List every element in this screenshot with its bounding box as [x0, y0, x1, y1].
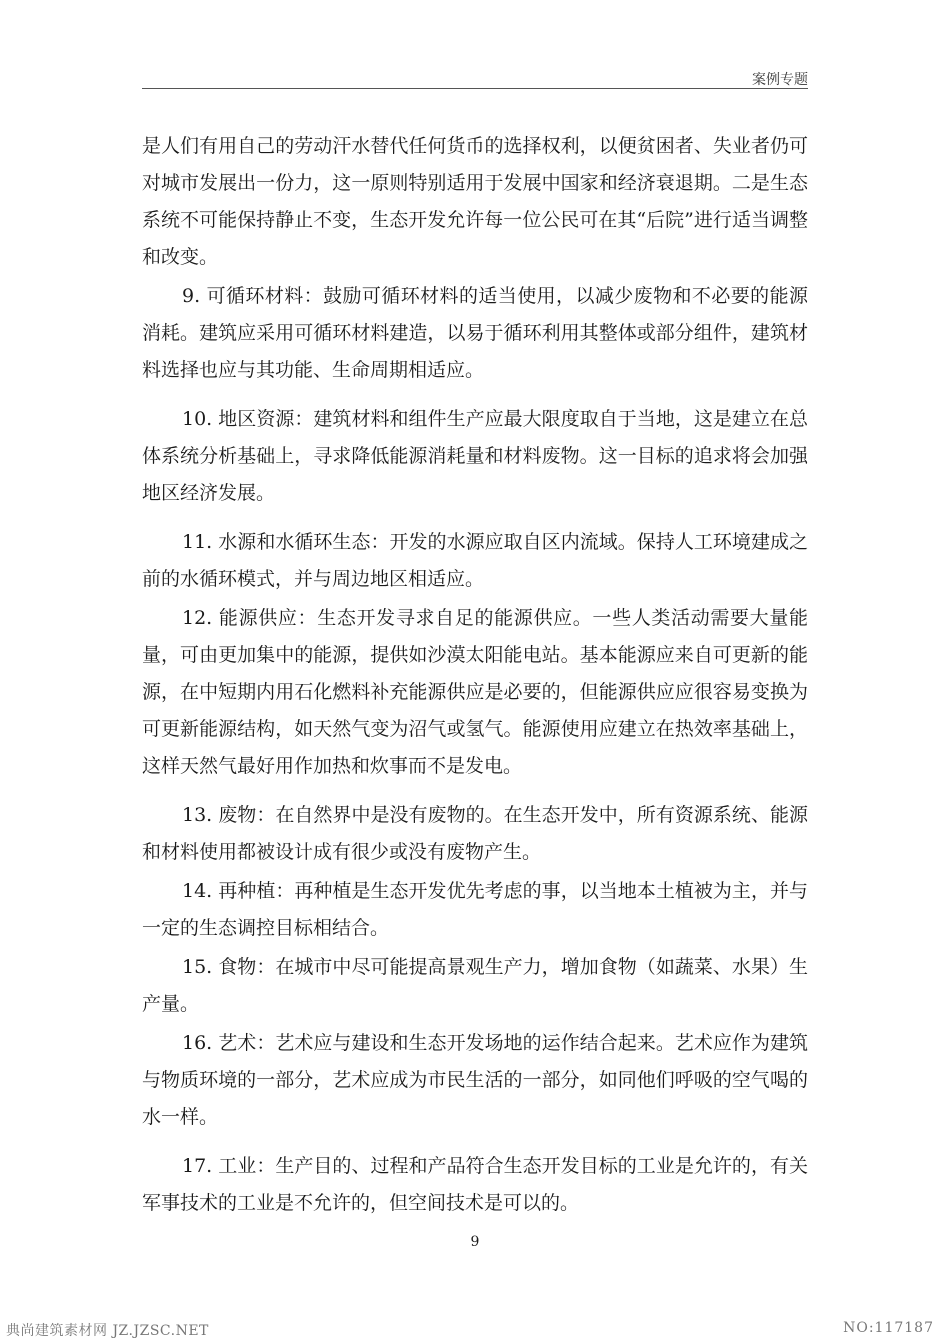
paragraph-10-local-resources: 10. 地区资源：建筑材料和组件生产应最大限度取自于当地，这是建立在总体系统分析基础上，寻求降低能源消耗量和材料废物。这一目标的追求将会加强地区经济发展。 — [142, 408, 808, 504]
header-title: 案例专题 — [752, 72, 808, 88]
paragraph-15-food: 15. 食物：在城市中尽可能提高景观生产力，增加食物（如蔬菜、水果）生产量。 — [142, 956, 808, 1015]
document-body — [142, 128, 808, 1222]
paragraph-12-energy: 12. 能源供应：生态开发寻求自足的能源供应。一些人类活动需要大量能量，可由更加集中的能源，提供如沙漠太阳能电站。基本能源应来自可更新的能源，在中短期内用石化燃料补充能源供应是必要的，但能源供应应很容易变换为可更新能源结构，如天然气变为沼气或氢气。能源使用应建立在热效率基础上，这样天然气最好用作加热和炊事而不是发电。 — [142, 607, 808, 777]
paragraph-continuation: 是人们有用自己的劳动汗水替代任何货币的选择权利，以便贫困者、失业者仍可对城市发展出一份力，这一原则特别适用于发展中国家和经济衰退期。二是生态系统不可能保持静止不变，生态开发允许每一位公民可在其“后院”进行适当调整和改变。 — [142, 135, 808, 268]
watermark-site: 典尚建筑素材网 JZ.JZSC.NET — [6, 1323, 209, 1339]
header-rule — [142, 88, 808, 89]
paragraph-16-art: 16. 艺术：艺术应与建设和生态开发场地的运作结合起来。艺术应作为建筑与物质环境的一部分，艺术应成为市民生活的一部分，如同他们呼吸的空气喝的水一样。 — [142, 1032, 808, 1128]
watermark-id: NO:117187 — [843, 1320, 934, 1336]
paragraph-9-recyclable-materials: 9. 可循环材料：鼓励可循环材料的适当使用，以减少废物和不必要的能源消耗。建筑应采用可循环材料建造，以易于循环利用其整体或部分组件，建筑材料选择也应与其功能、生命周期相适应。 — [142, 285, 808, 381]
paragraph-11-water: 11. 水源和水循环生态：开发的水源应取自区内流域。保持人工环境建成之前的水循环模式，并与周边地区相适应。 — [142, 531, 808, 590]
paragraph-13-waste: 13. 废物：在自然界中是没有废物的。在生态开发中，所有资源系统、能源和材料使用都被设计成有很少或没有废物产生。 — [142, 804, 808, 863]
page-number: 9 — [470, 1234, 480, 1250]
paragraph-17-industry: 17. 工业：生产目的、过程和产品符合生态开发目标的工业是允许的，有关军事技术的工业是不允许的，但空间技术是可以的。 — [142, 1155, 808, 1214]
paragraph-14-replanting: 14. 再种植：再种植是生态开发优先考虑的事，以当地本土植被为主，并与一定的生态调控目标相结合。 — [142, 880, 808, 939]
